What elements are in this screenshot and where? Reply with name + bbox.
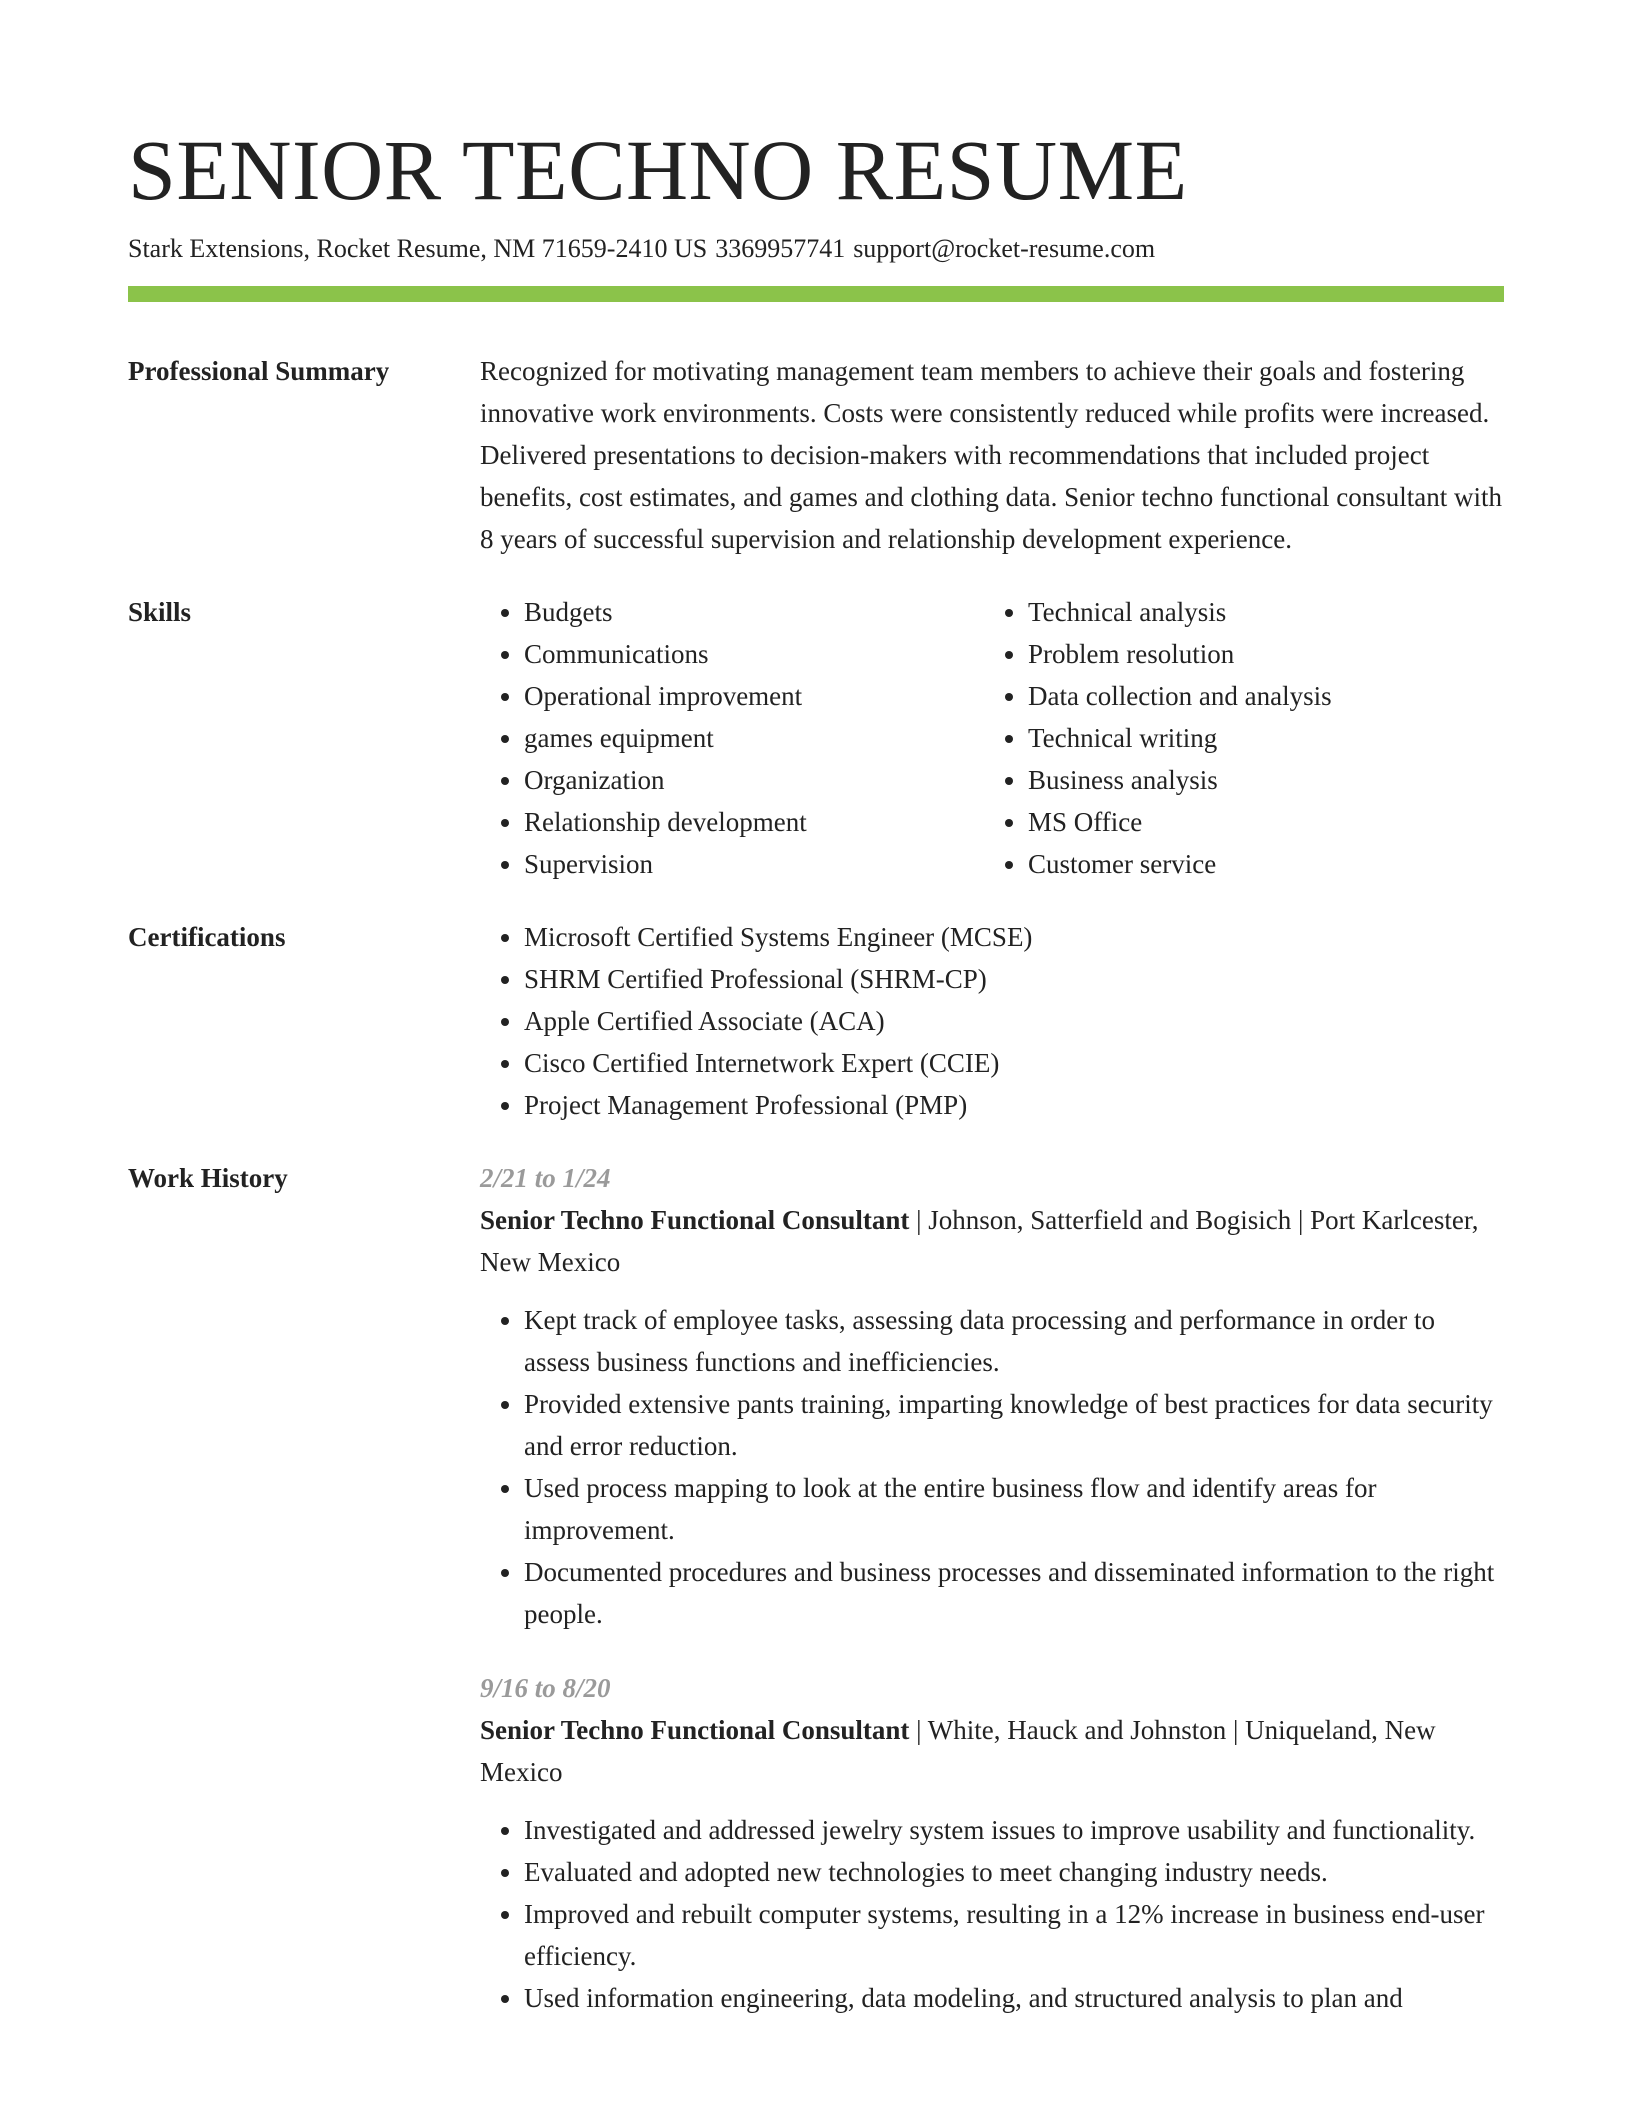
- job-heading: [480, 1709, 1504, 1793]
- contact-phone: 3369957741: [715, 234, 846, 263]
- skill-item: • Supervision: [524, 843, 984, 885]
- skills-list-left: [480, 591, 984, 885]
- section-certifications: [128, 916, 1504, 1126]
- certifications-list: [480, 916, 1504, 1126]
- skills-grid: [480, 591, 1504, 885]
- job-entry: [480, 1157, 1504, 1635]
- section-label-work-history: Work History: [128, 1163, 288, 1193]
- skill-item: • Organization: [524, 759, 984, 801]
- skill-item: • Operational improvement: [524, 675, 984, 717]
- section-skills: [128, 591, 1504, 885]
- skill-item: • MS Office: [1028, 801, 1488, 843]
- skill-item: • Technical analysis: [1028, 591, 1488, 633]
- skill-item: • Problem resolution: [1028, 633, 1488, 675]
- certifications-body: [480, 916, 1504, 1126]
- contact-line: [128, 232, 1504, 266]
- job-dates: 2/21 to 1/24: [480, 1163, 611, 1193]
- work-history-body: [480, 1157, 1504, 2019]
- header-divider: [128, 286, 1504, 302]
- certification-item: • Apple Certified Associate (ACA): [524, 1000, 1504, 1042]
- contact-address: Stark Extensions, Rocket Resume, NM 71659-2410 US: [128, 234, 708, 263]
- skills-list-right: [984, 591, 1488, 885]
- job-bullet: • Provided extensive pants training, imparting knowledge of best practices for data security and error reduction.: [524, 1383, 1504, 1467]
- skill-item: • Data collection and analysis: [1028, 675, 1488, 717]
- skill-item: • Communications: [524, 633, 984, 675]
- summary-body: [480, 350, 1504, 560]
- skill-item: • Business analysis: [1028, 759, 1488, 801]
- skill-item: • Customer service: [1028, 843, 1488, 885]
- job-bullet: • Improved and rebuilt computer systems, resulting in a 12% increase in business end-user efficiency.: [524, 1893, 1504, 1977]
- job-bullet: • Used information engineering, data modeling, and structured analysis to plan and: [524, 1977, 1504, 2019]
- job-title: Senior Techno Functional Consultant: [480, 1715, 910, 1745]
- section-summary: [128, 350, 1504, 560]
- job-bullet: • Investigated and addressed jewelry system issues to improve usability and functionality.: [524, 1809, 1504, 1851]
- job-bullets: [480, 1809, 1504, 2019]
- resume-page: [128, 120, 1504, 2019]
- section-label-summary: Professional Summary: [128, 356, 390, 386]
- certification-item: • Cisco Certified Internetwork Expert (CCIE): [524, 1042, 1504, 1084]
- job-entry: [480, 1667, 1504, 2019]
- certification-item: • Microsoft Certified Systems Engineer (MCSE): [524, 916, 1504, 958]
- job-details: | White, Hauck and Johnston | Uniqueland, New Mexico: [480, 1715, 1436, 1787]
- skill-item: • Relationship development: [524, 801, 984, 843]
- section-label-skills: Skills: [128, 597, 192, 627]
- certification-item: • Project Management Professional (PMP): [524, 1084, 1504, 1126]
- job-bullet: • Used process mapping to look at the entire business flow and identify areas for improvement.: [524, 1467, 1504, 1551]
- certification-item: • SHRM Certified Professional (SHRM-CP): [524, 958, 1504, 1000]
- resume-name: SENIOR TECHNO RESUME: [128, 122, 1188, 218]
- skill-item: • Technical writing: [1028, 717, 1488, 759]
- section-work-history: [128, 1157, 1504, 2019]
- skill-item: • Budgets: [524, 591, 984, 633]
- job-bullet: • Evaluated and adopted new technologies to meet changing industry needs.: [524, 1851, 1504, 1893]
- job-bullet: • Documented procedures and business processes and disseminated information to the right people.: [524, 1551, 1504, 1635]
- job-details: | Johnson, Satterfield and Bogisich | Port Karlcester, New Mexico: [480, 1205, 1479, 1277]
- job-heading: [480, 1199, 1504, 1283]
- job-title: Senior Techno Functional Consultant: [480, 1205, 910, 1235]
- skill-item: • games equipment: [524, 717, 984, 759]
- job-bullet: • Kept track of employee tasks, assessing data processing and performance in order to assess business functions and inefficiencies.: [524, 1299, 1504, 1383]
- job-dates: 9/16 to 8/20: [480, 1673, 611, 1703]
- job-bullets: [480, 1299, 1504, 1635]
- section-label-certifications: Certifications: [128, 922, 286, 952]
- summary-text: Recognized for motivating management team members to achieve their goals and fostering innovative work environments. Costs were consistently reduced while profits were increased. Delivered presentations to decision-makers with recommendations that included project benefits, cost estimates, and games and clothing data. Senior techno functional consultant with 8 years of successful supervision and relationship development experience.: [480, 356, 1502, 554]
- contact-email: support@rocket-resume.com: [853, 234, 1156, 263]
